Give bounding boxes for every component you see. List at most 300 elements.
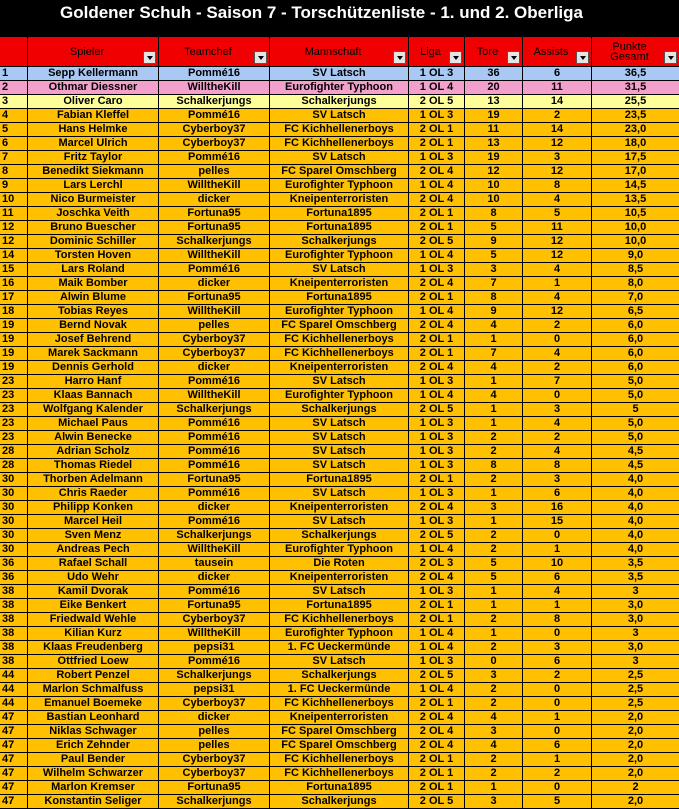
- liga-cell[interactable]: 2 OL 4: [409, 711, 464, 724]
- punkte-cell[interactable]: 2,5: [592, 697, 679, 710]
- spieler-cell[interactable]: Josef Behrend: [28, 333, 158, 346]
- rank-cell[interactable]: 19: [0, 347, 27, 360]
- rank-cell[interactable]: 23: [0, 389, 27, 402]
- assists-cell[interactable]: 0: [523, 389, 591, 402]
- assists-cell[interactable]: 8: [523, 179, 591, 192]
- punkte-cell[interactable]: 6,0: [592, 333, 679, 346]
- rank-cell[interactable]: 15: [0, 263, 27, 276]
- tore-cell[interactable]: 3: [465, 795, 522, 808]
- mannschaft-cell[interactable]: Fortuna1895: [270, 781, 408, 794]
- punkte-cell[interactable]: 3: [592, 585, 679, 598]
- teamchef-cell[interactable]: Schalkerjungs: [159, 95, 269, 108]
- mannschaft-cell[interactable]: Schalkerjungs: [270, 669, 408, 682]
- mannschaft-cell[interactable]: Eurofighter Typhoon: [270, 627, 408, 640]
- tore-cell[interactable]: 36: [465, 67, 522, 80]
- tore-cell[interactable]: 19: [465, 151, 522, 164]
- teamchef-cell[interactable]: dicker: [159, 277, 269, 290]
- mannschaft-cell[interactable]: SV Latsch: [270, 417, 408, 430]
- liga-cell[interactable]: 2 OL 4: [409, 739, 464, 752]
- teamchef-cell[interactable]: WilltheKill: [159, 305, 269, 318]
- assists-cell[interactable]: 0: [523, 529, 591, 542]
- rank-cell[interactable]: 36: [0, 571, 27, 584]
- spieler-cell[interactable]: Klaas Bannach: [28, 389, 158, 402]
- rank-cell[interactable]: 30: [0, 515, 27, 528]
- assists-cell[interactable]: 3: [523, 473, 591, 486]
- teamchef-cell[interactable]: Pommé16: [159, 417, 269, 430]
- tore-cell[interactable]: 10: [465, 179, 522, 192]
- assists-cell[interactable]: 12: [523, 235, 591, 248]
- assists-cell[interactable]: 0: [523, 683, 591, 696]
- punkte-cell[interactable]: 2: [592, 781, 679, 794]
- mannschaft-cell[interactable]: SV Latsch: [270, 445, 408, 458]
- teamchef-cell[interactable]: Schalkerjungs: [159, 235, 269, 248]
- tore-cell[interactable]: 2: [465, 753, 522, 766]
- mannschaft-cell[interactable]: FC Kichhellenerboys: [270, 347, 408, 360]
- spieler-cell[interactable]: Oliver Caro: [28, 95, 158, 108]
- punkte-cell[interactable]: 18,0: [592, 137, 679, 150]
- teamchef-cell[interactable]: pelles: [159, 319, 269, 332]
- mannschaft-cell[interactable]: Kneipenterroristen: [270, 361, 408, 374]
- liga-cell[interactable]: 2 OL 1: [409, 291, 464, 304]
- tore-cell[interactable]: 1: [465, 599, 522, 612]
- teamchef-cell[interactable]: dicker: [159, 711, 269, 724]
- tore-cell[interactable]: 11: [465, 123, 522, 136]
- teamchef-cell[interactable]: Pommé16: [159, 655, 269, 668]
- rank-cell[interactable]: 23: [0, 417, 27, 430]
- spieler-cell[interactable]: Niklas Schwager: [28, 725, 158, 738]
- rank-cell[interactable]: 47: [0, 739, 27, 752]
- assists-cell[interactable]: 15: [523, 515, 591, 528]
- punkte-cell[interactable]: 10,5: [592, 207, 679, 220]
- tore-cell[interactable]: 1: [465, 403, 522, 416]
- teamchef-cell[interactable]: Cyberboy37: [159, 767, 269, 780]
- punkte-cell[interactable]: 5,0: [592, 389, 679, 402]
- rank-cell[interactable]: 38: [0, 627, 27, 640]
- header-punkte[interactable]: [592, 37, 679, 66]
- punkte-cell[interactable]: 9,0: [592, 249, 679, 262]
- tore-cell[interactable]: 4: [465, 389, 522, 402]
- tore-cell[interactable]: 2: [465, 641, 522, 654]
- mannschaft-cell[interactable]: SV Latsch: [270, 459, 408, 472]
- rank-cell[interactable]: 1: [0, 67, 27, 80]
- spieler-cell[interactable]: Bruno Buescher: [28, 221, 158, 234]
- liga-cell[interactable]: 1 OL 3: [409, 445, 464, 458]
- rank-cell[interactable]: 2: [0, 81, 27, 94]
- rank-cell[interactable]: 7: [0, 151, 27, 164]
- punkte-cell[interactable]: 10,0: [592, 221, 679, 234]
- mannschaft-cell[interactable]: FC Kichhellenerboys: [270, 123, 408, 136]
- punkte-cell[interactable]: 5,0: [592, 431, 679, 444]
- teamchef-cell[interactable]: Fortuna95: [159, 291, 269, 304]
- punkte-cell[interactable]: 14,5: [592, 179, 679, 192]
- punkte-cell[interactable]: 8,0: [592, 277, 679, 290]
- assists-cell[interactable]: 1: [523, 277, 591, 290]
- punkte-cell[interactable]: 3,5: [592, 571, 679, 584]
- mannschaft-cell[interactable]: FC Kichhellenerboys: [270, 697, 408, 710]
- header-teamchef[interactable]: [159, 37, 269, 66]
- punkte-cell[interactable]: 5,0: [592, 417, 679, 430]
- mannschaft-cell[interactable]: SV Latsch: [270, 655, 408, 668]
- mannschaft-cell[interactable]: Eurofighter Typhoon: [270, 305, 408, 318]
- teamchef-cell[interactable]: pelles: [159, 739, 269, 752]
- rank-cell[interactable]: 23: [0, 375, 27, 388]
- spieler-cell[interactable]: Lars Roland: [28, 263, 158, 276]
- mannschaft-cell[interactable]: FC Sparel Omschberg: [270, 739, 408, 752]
- mannschaft-cell[interactable]: 1. FC Ueckermünde: [270, 641, 408, 654]
- liga-cell[interactable]: 1 OL 3: [409, 431, 464, 444]
- tore-cell[interactable]: 4: [465, 319, 522, 332]
- rank-cell[interactable]: 38: [0, 641, 27, 654]
- punkte-cell[interactable]: 3,0: [592, 599, 679, 612]
- spieler-cell[interactable]: Bastian Leonhard: [28, 711, 158, 724]
- spieler-cell[interactable]: Friedwald Wehle: [28, 613, 158, 626]
- tore-cell[interactable]: 4: [465, 711, 522, 724]
- spieler-cell[interactable]: Thomas Riedel: [28, 459, 158, 472]
- mannschaft-cell[interactable]: Kneipenterroristen: [270, 711, 408, 724]
- mannschaft-cell[interactable]: SV Latsch: [270, 487, 408, 500]
- assists-cell[interactable]: 10: [523, 557, 591, 570]
- rank-cell[interactable]: 30: [0, 501, 27, 514]
- rank-cell[interactable]: 18: [0, 305, 27, 318]
- rank-cell[interactable]: 30: [0, 543, 27, 556]
- assists-cell[interactable]: 11: [523, 221, 591, 234]
- rank-cell[interactable]: 47: [0, 795, 27, 808]
- liga-cell[interactable]: 2 OL 1: [409, 599, 464, 612]
- liga-cell[interactable]: 1 OL 4: [409, 305, 464, 318]
- teamchef-cell[interactable]: dicker: [159, 501, 269, 514]
- tore-cell[interactable]: 5: [465, 557, 522, 570]
- teamchef-cell[interactable]: Cyberboy37: [159, 137, 269, 150]
- mannschaft-cell[interactable]: 1. FC Ueckermünde: [270, 683, 408, 696]
- tore-cell[interactable]: 2: [465, 445, 522, 458]
- assists-cell[interactable]: 12: [523, 137, 591, 150]
- spieler-cell[interactable]: Marlon Kremser: [28, 781, 158, 794]
- mannschaft-cell[interactable]: SV Latsch: [270, 109, 408, 122]
- rank-cell[interactable]: 30: [0, 487, 27, 500]
- tore-cell[interactable]: 13: [465, 95, 522, 108]
- spieler-cell[interactable]: Wilhelm Schwarzer: [28, 767, 158, 780]
- liga-cell[interactable]: 1 OL 3: [409, 263, 464, 276]
- punkte-cell[interactable]: 36,5: [592, 67, 679, 80]
- spieler-cell[interactable]: Konstantin Seliger: [28, 795, 158, 808]
- punkte-cell[interactable]: 4,5: [592, 445, 679, 458]
- assists-cell[interactable]: 6: [523, 739, 591, 752]
- assists-cell[interactable]: 0: [523, 627, 591, 640]
- assists-cell[interactable]: 8: [523, 613, 591, 626]
- assists-cell[interactable]: 11: [523, 81, 591, 94]
- tore-cell[interactable]: 9: [465, 235, 522, 248]
- spieler-cell[interactable]: Marlon Schmalfuss: [28, 683, 158, 696]
- assists-cell[interactable]: 12: [523, 305, 591, 318]
- teamchef-cell[interactable]: pepsi31: [159, 641, 269, 654]
- tore-cell[interactable]: 9: [465, 305, 522, 318]
- liga-cell[interactable]: 2 OL 1: [409, 613, 464, 626]
- mannschaft-cell[interactable]: FC Sparel Omschberg: [270, 165, 408, 178]
- punkte-cell[interactable]: 4,0: [592, 515, 679, 528]
- rank-cell[interactable]: 44: [0, 669, 27, 682]
- mannschaft-cell[interactable]: Fortuna1895: [270, 599, 408, 612]
- tore-cell[interactable]: 12: [465, 165, 522, 178]
- assists-cell[interactable]: 1: [523, 753, 591, 766]
- liga-cell[interactable]: 1 OL 3: [409, 67, 464, 80]
- mannschaft-cell[interactable]: SV Latsch: [270, 375, 408, 388]
- mannschaft-cell[interactable]: Fortuna1895: [270, 291, 408, 304]
- mannschaft-cell[interactable]: FC Sparel Omschberg: [270, 319, 408, 332]
- teamchef-cell[interactable]: Pommé16: [159, 375, 269, 388]
- assists-cell[interactable]: 5: [523, 207, 591, 220]
- tore-cell[interactable]: 1: [465, 781, 522, 794]
- tore-cell[interactable]: 2: [465, 683, 522, 696]
- teamchef-cell[interactable]: Fortuna95: [159, 207, 269, 220]
- assists-cell[interactable]: 2: [523, 431, 591, 444]
- rank-cell[interactable]: 38: [0, 613, 27, 626]
- teamchef-cell[interactable]: WilltheKill: [159, 249, 269, 262]
- tore-cell[interactable]: 19: [465, 109, 522, 122]
- spieler-cell[interactable]: Philipp Konken: [28, 501, 158, 514]
- rank-cell[interactable]: 47: [0, 725, 27, 738]
- liga-cell[interactable]: 2 OL 1: [409, 123, 464, 136]
- liga-cell[interactable]: 2 OL 5: [409, 669, 464, 682]
- tore-cell[interactable]: 5: [465, 221, 522, 234]
- punkte-cell[interactable]: 2,0: [592, 795, 679, 808]
- spieler-cell[interactable]: Dennis Gerhold: [28, 361, 158, 374]
- punkte-cell[interactable]: 23,0: [592, 123, 679, 136]
- mannschaft-cell[interactable]: Eurofighter Typhoon: [270, 179, 408, 192]
- mannschaft-cell[interactable]: SV Latsch: [270, 151, 408, 164]
- spieler-cell[interactable]: Michael Paus: [28, 417, 158, 430]
- liga-cell[interactable]: 2 OL 4: [409, 361, 464, 374]
- spieler-cell[interactable]: Andreas Pech: [28, 543, 158, 556]
- mannschaft-cell[interactable]: Schalkerjungs: [270, 235, 408, 248]
- teamchef-cell[interactable]: WilltheKill: [159, 179, 269, 192]
- tore-cell[interactable]: 7: [465, 347, 522, 360]
- tore-cell[interactable]: 1: [465, 627, 522, 640]
- liga-cell[interactable]: 1 OL 4: [409, 389, 464, 402]
- spieler-cell[interactable]: Adrian Scholz: [28, 445, 158, 458]
- mannschaft-cell[interactable]: SV Latsch: [270, 263, 408, 276]
- punkte-cell[interactable]: 25,5: [592, 95, 679, 108]
- spieler-cell[interactable]: Marek Sackmann: [28, 347, 158, 360]
- assists-cell[interactable]: 6: [523, 67, 591, 80]
- spieler-cell[interactable]: Torsten Hoven: [28, 249, 158, 262]
- punkte-cell[interactable]: 2,0: [592, 767, 679, 780]
- tore-cell[interactable]: 2: [465, 431, 522, 444]
- tore-cell[interactable]: 1: [465, 333, 522, 346]
- liga-cell[interactable]: 1 OL 3: [409, 151, 464, 164]
- spieler-cell[interactable]: Joschka Veith: [28, 207, 158, 220]
- teamchef-cell[interactable]: Schalkerjungs: [159, 529, 269, 542]
- liga-cell[interactable]: 2 OL 1: [409, 137, 464, 150]
- assists-cell[interactable]: 3: [523, 151, 591, 164]
- punkte-cell[interactable]: 2,5: [592, 669, 679, 682]
- header-spieler[interactable]: [28, 37, 158, 66]
- spieler-cell[interactable]: Chris Raeder: [28, 487, 158, 500]
- punkte-cell[interactable]: 4,0: [592, 543, 679, 556]
- assists-cell[interactable]: 0: [523, 697, 591, 710]
- tore-cell[interactable]: 5: [465, 571, 522, 584]
- assists-cell[interactable]: 3: [523, 403, 591, 416]
- punkte-cell[interactable]: 3: [592, 655, 679, 668]
- liga-cell[interactable]: 2 OL 1: [409, 473, 464, 486]
- liga-cell[interactable]: 1 OL 3: [409, 417, 464, 430]
- header-assists[interactable]: [523, 37, 591, 66]
- punkte-cell[interactable]: 17,5: [592, 151, 679, 164]
- punkte-cell[interactable]: 23,5: [592, 109, 679, 122]
- rank-cell[interactable]: 47: [0, 767, 27, 780]
- assists-cell[interactable]: 2: [523, 319, 591, 332]
- liga-cell[interactable]: 2 OL 1: [409, 207, 464, 220]
- rank-cell[interactable]: 47: [0, 711, 27, 724]
- liga-cell[interactable]: 1 OL 3: [409, 487, 464, 500]
- mannschaft-cell[interactable]: SV Latsch: [270, 431, 408, 444]
- mannschaft-cell[interactable]: SV Latsch: [270, 67, 408, 80]
- teamchef-cell[interactable]: Schalkerjungs: [159, 403, 269, 416]
- teamchef-cell[interactable]: Cyberboy37: [159, 123, 269, 136]
- header-tore[interactable]: [465, 37, 522, 66]
- teamchef-cell[interactable]: pelles: [159, 165, 269, 178]
- tore-cell[interactable]: 10: [465, 193, 522, 206]
- teamchef-cell[interactable]: Fortuna95: [159, 473, 269, 486]
- punkte-cell[interactable]: 2,5: [592, 683, 679, 696]
- teamchef-cell[interactable]: Cyberboy37: [159, 347, 269, 360]
- rank-cell[interactable]: 23: [0, 431, 27, 444]
- spieler-cell[interactable]: Maik Bomber: [28, 277, 158, 290]
- teamchef-cell[interactable]: Pommé16: [159, 109, 269, 122]
- mannschaft-cell[interactable]: Eurofighter Typhoon: [270, 81, 408, 94]
- spieler-cell[interactable]: Hans Helmke: [28, 123, 158, 136]
- assists-cell[interactable]: 12: [523, 249, 591, 262]
- spieler-cell[interactable]: Thorben Adelmann: [28, 473, 158, 486]
- assists-cell[interactable]: 6: [523, 487, 591, 500]
- punkte-cell[interactable]: 7,0: [592, 291, 679, 304]
- rank-cell[interactable]: 5: [0, 123, 27, 136]
- rank-cell[interactable]: 44: [0, 683, 27, 696]
- teamchef-cell[interactable]: Cyberboy37: [159, 753, 269, 766]
- teamchef-cell[interactable]: Pommé16: [159, 263, 269, 276]
- liga-cell[interactable]: 2 OL 1: [409, 697, 464, 710]
- assists-cell[interactable]: 4: [523, 445, 591, 458]
- punkte-cell[interactable]: 2,0: [592, 753, 679, 766]
- rank-cell[interactable]: 16: [0, 277, 27, 290]
- teamchef-cell[interactable]: Pommé16: [159, 431, 269, 444]
- rank-cell[interactable]: 36: [0, 557, 27, 570]
- punkte-cell[interactable]: 6,0: [592, 347, 679, 360]
- rank-cell[interactable]: 17: [0, 291, 27, 304]
- tore-cell[interactable]: 2: [465, 613, 522, 626]
- tore-cell[interactable]: 1: [465, 515, 522, 528]
- assists-cell[interactable]: 14: [523, 123, 591, 136]
- rank-cell[interactable]: 23: [0, 403, 27, 416]
- punkte-cell[interactable]: 6,0: [592, 319, 679, 332]
- mannschaft-cell[interactable]: Fortuna1895: [270, 473, 408, 486]
- rank-cell[interactable]: 47: [0, 753, 27, 766]
- tore-cell[interactable]: 13: [465, 137, 522, 150]
- mannschaft-cell[interactable]: Fortuna1895: [270, 221, 408, 234]
- header-liga[interactable]: [409, 37, 464, 66]
- assists-cell[interactable]: 6: [523, 655, 591, 668]
- teamchef-cell[interactable]: Pommé16: [159, 585, 269, 598]
- mannschaft-cell[interactable]: Schalkerjungs: [270, 795, 408, 808]
- liga-cell[interactable]: 2 OL 1: [409, 347, 464, 360]
- liga-cell[interactable]: 2 OL 4: [409, 193, 464, 206]
- tore-cell[interactable]: 3: [465, 669, 522, 682]
- punkte-cell[interactable]: 5,0: [592, 375, 679, 388]
- punkte-cell[interactable]: 3,0: [592, 641, 679, 654]
- assists-cell[interactable]: 4: [523, 417, 591, 430]
- spieler-cell[interactable]: Othmar Diessner: [28, 81, 158, 94]
- mannschaft-cell[interactable]: Schalkerjungs: [270, 403, 408, 416]
- spieler-cell[interactable]: Nico Burmeister: [28, 193, 158, 206]
- tore-cell[interactable]: 2: [465, 697, 522, 710]
- punkte-cell[interactable]: 4,0: [592, 487, 679, 500]
- tore-cell[interactable]: 2: [465, 473, 522, 486]
- teamchef-cell[interactable]: WilltheKill: [159, 81, 269, 94]
- punkte-cell[interactable]: 17,0: [592, 165, 679, 178]
- punkte-cell[interactable]: 4,0: [592, 529, 679, 542]
- assists-cell[interactable]: 4: [523, 291, 591, 304]
- mannschaft-cell[interactable]: Schalkerjungs: [270, 95, 408, 108]
- spieler-cell[interactable]: Udo Wehr: [28, 571, 158, 584]
- assists-cell[interactable]: 4: [523, 585, 591, 598]
- liga-cell[interactable]: 1 OL 4: [409, 627, 464, 640]
- liga-cell[interactable]: 2 OL 1: [409, 333, 464, 346]
- tore-cell[interactable]: 4: [465, 739, 522, 752]
- spieler-cell[interactable]: Tobias Reyes: [28, 305, 158, 318]
- assists-cell[interactable]: 0: [523, 333, 591, 346]
- tore-cell[interactable]: 3: [465, 725, 522, 738]
- assists-cell[interactable]: 6: [523, 571, 591, 584]
- tore-cell[interactable]: 2: [465, 543, 522, 556]
- mannschaft-cell[interactable]: Kneipenterroristen: [270, 501, 408, 514]
- mannschaft-cell[interactable]: Kneipenterroristen: [270, 571, 408, 584]
- liga-cell[interactable]: 1 OL 4: [409, 683, 464, 696]
- tore-cell[interactable]: 5: [465, 249, 522, 262]
- spieler-cell[interactable]: Paul Bender: [28, 753, 158, 766]
- punkte-cell[interactable]: 2,0: [592, 725, 679, 738]
- liga-cell[interactable]: 2 OL 1: [409, 767, 464, 780]
- filter-dropdown-icon[interactable]: [664, 51, 677, 64]
- rank-cell[interactable]: 38: [0, 585, 27, 598]
- assists-cell[interactable]: 2: [523, 669, 591, 682]
- teamchef-cell[interactable]: tausein: [159, 557, 269, 570]
- teamchef-cell[interactable]: Pommé16: [159, 459, 269, 472]
- mannschaft-cell[interactable]: Schalkerjungs: [270, 529, 408, 542]
- tore-cell[interactable]: 3: [465, 263, 522, 276]
- rank-cell[interactable]: 19: [0, 361, 27, 374]
- spieler-cell[interactable]: Marcel Ulrich: [28, 137, 158, 150]
- spieler-cell[interactable]: Sepp Kellermann: [28, 67, 158, 80]
- mannschaft-cell[interactable]: Kneipenterroristen: [270, 277, 408, 290]
- tore-cell[interactable]: 8: [465, 459, 522, 472]
- assists-cell[interactable]: 3: [523, 641, 591, 654]
- assists-cell[interactable]: 4: [523, 263, 591, 276]
- rank-cell[interactable]: 6: [0, 137, 27, 150]
- rank-cell[interactable]: 38: [0, 655, 27, 668]
- liga-cell[interactable]: 2 OL 4: [409, 571, 464, 584]
- punkte-cell[interactable]: 13,5: [592, 193, 679, 206]
- punkte-cell[interactable]: 3: [592, 627, 679, 640]
- assists-cell[interactable]: 4: [523, 193, 591, 206]
- teamchef-cell[interactable]: dicker: [159, 571, 269, 584]
- teamchef-cell[interactable]: WilltheKill: [159, 389, 269, 402]
- assists-cell[interactable]: 16: [523, 501, 591, 514]
- liga-cell[interactable]: 1 OL 4: [409, 249, 464, 262]
- teamchef-cell[interactable]: Fortuna95: [159, 221, 269, 234]
- spieler-cell[interactable]: Harro Hanf: [28, 375, 158, 388]
- assists-cell[interactable]: 0: [523, 781, 591, 794]
- spieler-cell[interactable]: Benedikt Siekmann: [28, 165, 158, 178]
- mannschaft-cell[interactable]: Die Roten: [270, 557, 408, 570]
